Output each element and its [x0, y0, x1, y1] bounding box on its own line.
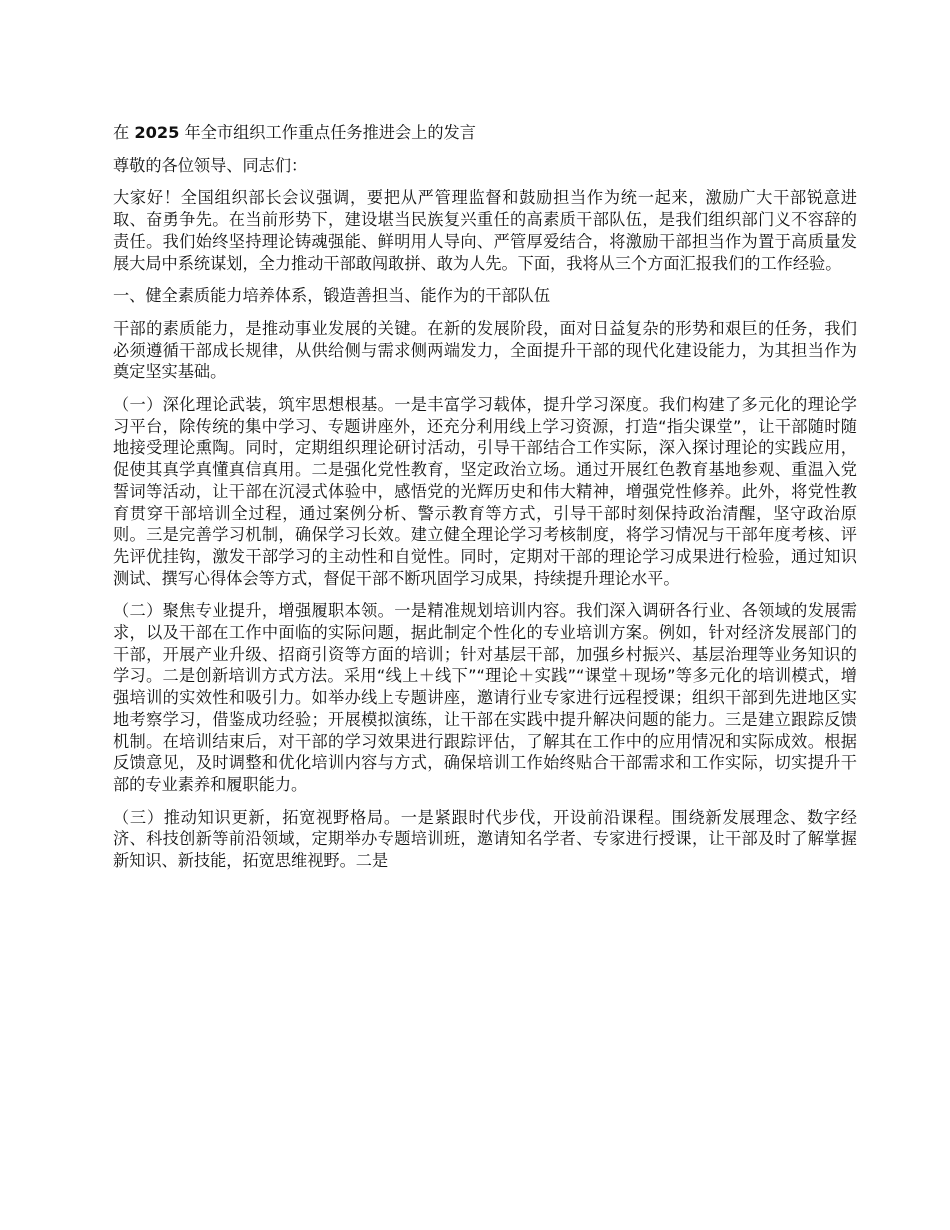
section-heading-1: 一、健全素质能力培养体系，锻造善担当、能作为的干部队伍: [113, 286, 551, 306]
paragraph-subsection-2: （二）聚焦专业提升，增强履职本领。一是精准规划培训内容。我们深入调研各行业、各领域的发展需求，以及干部在工作中面临的实际问题，据此制定个性化的专业培训方案。例如，针对经济发展部门的干部，开展产业升级、招商引资等方面的培训；针对基层干部，加强乡村振兴、基层治理等业务知识的学习。二是创新培训方式方法。采用“线上＋线下”“理论＋实践”“课堂＋现场”等多元化的培训模式，增强培训的实效性和吸引力。如举办线上专题讲座，邀请行业专家进行远程授课；组织干部到先进地区实地考察学习，借鉴成功经验；开展模拟演练，让干部在实践中提升解决问题的能力。三是建立跟踪反馈机制。在培训结束后，对干部的学习效果进行跟踪评估，了解其在工作中的应用情况和实际成效。根据反馈意见，及时调整和优化培训内容与方式，确保培训工作始终贴合干部需求和工作实际，切实提升干部的专业素养和履职能力。: [113, 601, 857, 794]
paragraph-section-1-intro: 干部的素质能力，是推动事业发展的关键。在新的发展阶段，面对日益复杂的形势和艰巨的任务，我们必须遵循干部成长规律，从供给侧与需求侧两端发力，全面提升干部的现代化建设能力，为其担当作为奠定坚实基础。: [113, 318, 857, 382]
paragraph-intro: 大家好！全国组织部长会议强调，要把从严管理监督和鼓励担当作为统一起来，激励广大干部锐意进取、奋勇争先。在当前形势下，建设堪当民族复兴重任的高素质干部队伍，是我们组织部门义不容辞的责任。我们始终坚持理论铸魂强能、鲜明用人导向、严管厚爱结合，将激励干部担当作为置于高质量发展大局中系统谋划，全力推动干部敢闯敢拼、敢为人先。下面，我将从三个方面汇报我们的工作经验。: [113, 188, 857, 273]
title-prefix: 在: [113, 123, 135, 142]
title-suffix: 年全市组织工作重点任务推进会上的发言: [179, 123, 476, 142]
title-year: 2025: [134, 123, 180, 142]
paragraph-subsection-3: （三）推动知识更新，拓宽视野格局。一是紧跟时代步伐，开设前沿课程。围绕新发展理念、数字经济、科技创新等前沿领域，定期举办专题培训班，邀请知名学者、专家进行授课，让干部及时了解掌握新知识、新技能，拓宽思维视野。二是: [113, 807, 857, 871]
greeting: 尊敬的各位领导、同志们：: [113, 155, 308, 175]
document-title: [113, 122, 857, 144]
paragraph-subsection-1: （一）深化理论武装，筑牢思想根基。一是丰富学习载体，提升学习深度。我们构建了多元化的理论学习平台，除传统的集中学习、专题讲座外，还充分利用线上学习资源，打造“指尖课堂”，让干部随时随地接受理论熏陶。同时，定期组织理论研讨活动，引导干部结合工作实际，深入探讨理论的实践应用，促使其真学真懂真信真用。二是强化党性教育，坚定政治立场。通过开展红色教育基地参观、重温入党誓词等活动，让干部在沉浸式体验中，感悟党的光辉历史和伟大精神，增强党性修养。此外，将党性教育贯穿干部培训全过程，通过案例分析、警示教育等方式，引导干部时刻保持政治清醒，坚守政治原则。三是完善学习机制，确保学习长效。建立健全理论学习考核制度，将学习情况与干部年度考核、评先评优挂钩，激发干部学习的主动性和自觉性。同时，定期对干部的理论学习成果进行检验，通过知识测试、撰写心得体会等方式，督促干部不断巩固学习成果，持续提升理论水平。: [113, 395, 857, 588]
document-page: [113, 122, 857, 883]
